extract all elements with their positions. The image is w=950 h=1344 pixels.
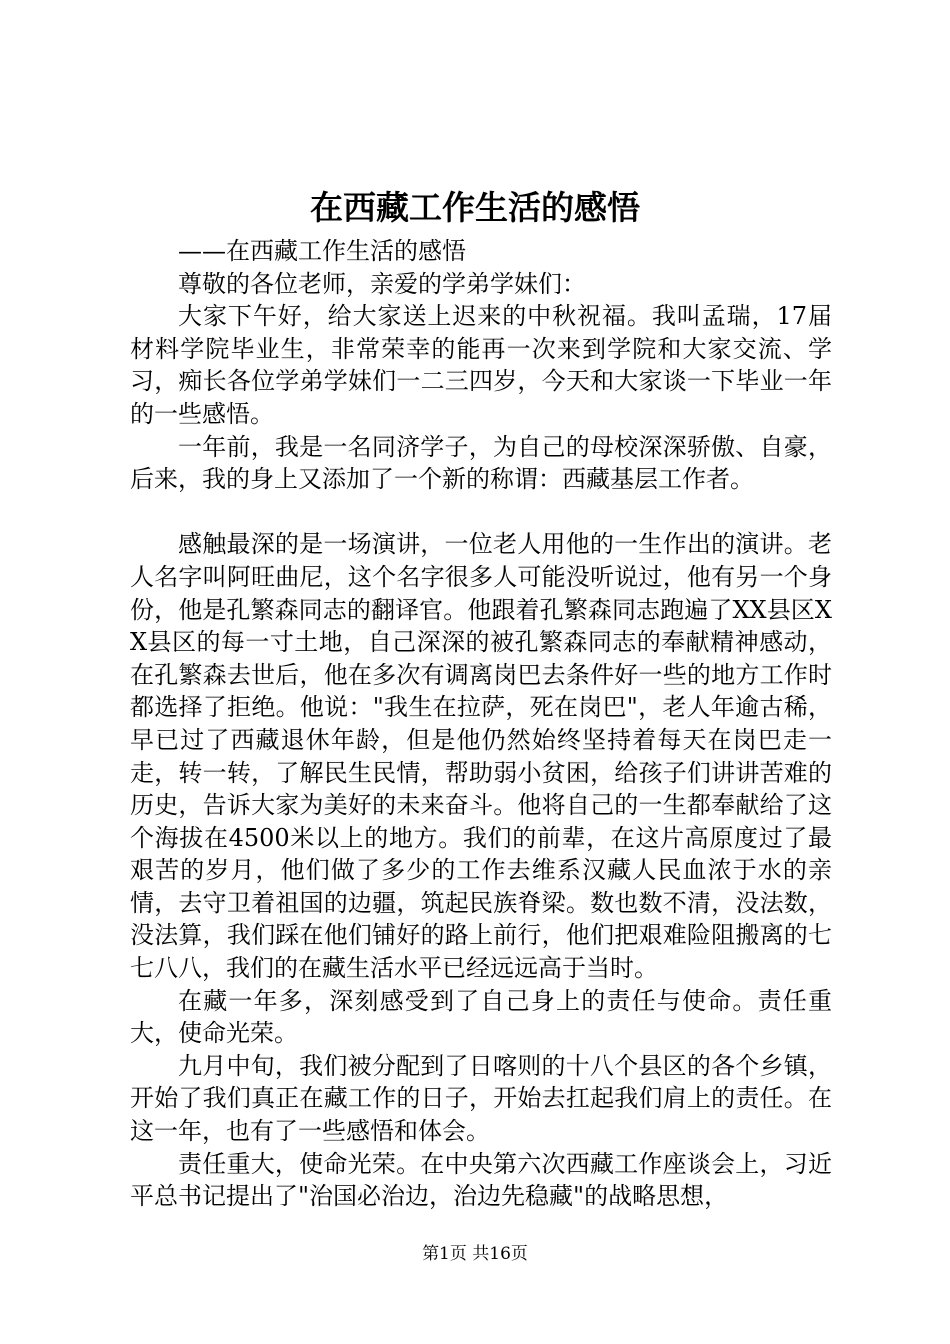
body-paragraph: 责任重大，使命光荣。在中央第六次西藏工作座谈会上，习近平总书记提出了"治国必治边，治边先稳藏"的战略思想，: [130, 1149, 832, 1211]
salutation-paragraph: 尊敬的各位老师，亲爱的学弟学妹们：: [178, 269, 586, 298]
body-paragraph: 在藏一年多，深刻感受到了自己身上的责任与使命。责任重大，使命光荣。: [130, 986, 832, 1048]
body-paragraph: 大家下午好，给大家送上迟来的中秋祝福。我叫孟瑞，17届材料学院毕业生，非常荣幸的能再一次来到学院和大家交流、学习，痴长各位学弟学妹们一二三四岁，今天和大家谈一下毕业一年的一些感悟。: [130, 302, 832, 428]
document-title: 在西藏工作生活的感悟: [310, 188, 640, 227]
document-body: [130, 235, 832, 1213]
body-paragraph: 感触最深的是一场演讲，一位老人用他的一生作出的演讲。老人名字叫阿旺曲尼，这个名字很多人可能没听说过，他有另一个身份，他是孔繁森同志的翻译官。他跟着孔繁森同志跑遍了XX县区XX县区的每一寸土地，自己深深的被孔繁森同志的奉献精神感动，在孔繁森去世后，他在多次有调离岗巴去条件好一些的地方工作时都选择了拒绝。他说："我生在拉萨，死在岗巴"，老人年逾古稀，早已过了西藏退休年龄，但是他仍然始终坚持着每天在岗巴走一走，转一转，了解民生民情，帮助弱小贫困，给孩子们讲讲苦难的历史，告诉大家为美好的未来奋斗。他将自己的一生都奉献给了这个海拔在4500米以上的地方。我们的前辈，在这片高原度过了最艰苦的岁月，他们做了多少的工作去维系汉藏人民血浓于水的亲情，去守卫着祖国的边疆，筑起民族脊梁。数也数不清，没法数，没法算，我们踩在他们铺好的路上前行，他们把艰难险阻搬离的七七八八，我们的在藏生活水平已经远远高于当时。: [130, 530, 832, 983]
body-paragraph: 一年前，我是一名同济学子，为自己的母校深深骄傲、自豪，后来，我的身上又添加了一个新的称谓：西藏基层工作者。: [130, 432, 832, 494]
blank-line: [130, 496, 832, 529]
subtitle-paragraph: ——在西藏工作生活的感悟: [178, 237, 466, 265]
body-paragraph: 九月中旬，我们被分配到了日喀则的十八个县区的各个乡镇，开始了我们真正在藏工作的日子，开始去扛起我们肩上的责任。在这一年，也有了一些感悟和体会。: [130, 1051, 832, 1146]
page-number-footer: 第1页 共16页: [422, 1244, 528, 1264]
